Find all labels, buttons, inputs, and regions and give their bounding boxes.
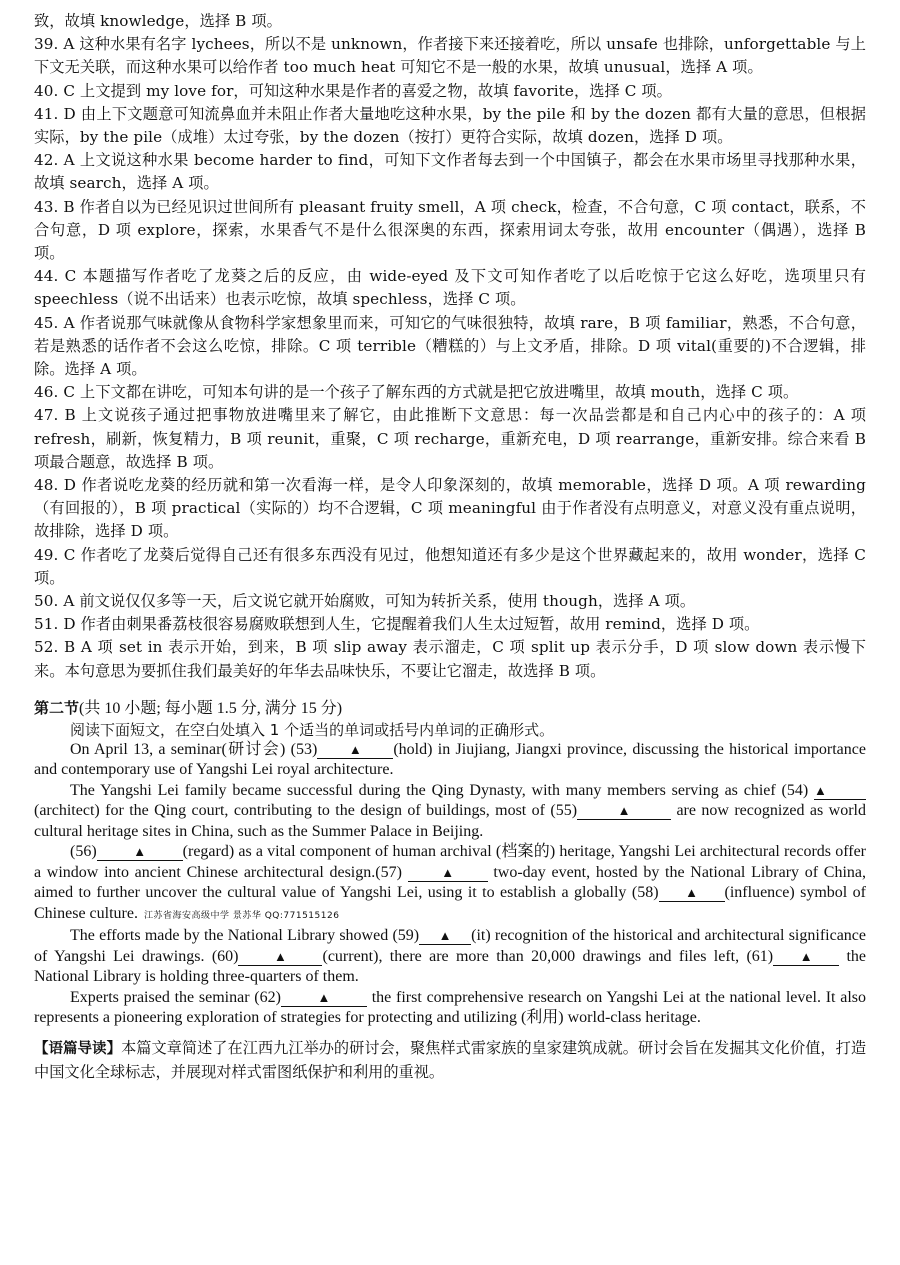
blank-55[interactable]: ▲ xyxy=(577,803,671,820)
answer-item: 43. B 作者自以为已经见识过世间所有 pleasant fruity smell，A 项 check，检查，不合句意，C 项 contact，联系，不合句意，D 项 explore，探索，水果香气不是什么很深奥的东西，探索用词太夸张，故用 encounter（偶遇），选择 B 项。 xyxy=(34,197,866,263)
passage-paragraph-2 xyxy=(34,781,866,843)
passage-text: two-day event, hosted by the National Library of China, aimed to further uncover the cultural value of Yangshi Lei, using it to establish a globally (58) xyxy=(34,863,867,902)
answer-item: 50. A 前文说仅仅多等一天，后文说它就开始腐败，可知为转折关系，使用 though，选择 A 项。 xyxy=(34,592,696,611)
blank-60[interactable]: ▲ xyxy=(238,949,322,966)
section-instruction: 阅读下面短文，在空白处填入 1 个适当的单词或括号内单词的正确形式。 xyxy=(70,720,555,739)
guide-label: 【语篇导读】 xyxy=(34,1040,122,1057)
answer-item: 致，故填 knowledge，选择 B 项。 xyxy=(34,12,282,30)
answer-explanations xyxy=(34,10,866,683)
answer-item: 41. D 由上下文题意可知流鼻血并未阻止作者大量地吃这种水果，by the pile 和 by the dozen 都有大量的意思，但根据实际，by the pile（成堆）太过夸张，by the dozen（按打）更符合实际，故填 dozen，选择 D 项。 xyxy=(34,104,866,147)
section-meta: (共 10 小题; 每小题 1.5 分, 满分 15 分) xyxy=(79,699,343,717)
passage-text: (influence) symbol of Chinese culture. xyxy=(34,884,866,922)
blank-59[interactable]: ▲ xyxy=(419,928,471,945)
answer-item: 52. B A 项 set in 表示开始，到来，B 项 slip away 表示溜走，C 项 split up 表示分手，D 项 slow down 表示慢下来。本句意思为要抓住我们最美好的年华去品味快乐，不要让它溜走，故选择 B 项。 xyxy=(34,638,866,680)
passage-text: (it) recognition of the historical and architectural significance of Yangshi Lei drawings. (60) xyxy=(34,927,866,965)
answer-item: 44. C 本题描写作者吃了龙葵之后的反应，由 wide-eyed 及下文可知作者吃了以后吃惊于它这么好吃，选项里只有 speechless（说不出话来）也表示吃惊，故填 spechless，选择 C 项。 xyxy=(34,267,866,309)
blank-57[interactable]: ▲ xyxy=(408,865,488,882)
answer-item: 39. A 这种水果有名字 lychees，所以不是 unknown，作者接下来还接着吃，所以 unsafe 也排除，unforgettable 与上下文无关联，而这种水果可以给作者 too much heat 可知它不是一般的水果，故填 unusual，选择 A 项。 xyxy=(34,35,866,77)
answer-item: 40. C 上文提到 my love for，可知这种水果是作者的喜爱之物，故填 favorite，选择 C 项。 xyxy=(34,81,672,100)
passage-text: (56) xyxy=(70,843,97,861)
passage-text: the first comprehensive research on Yangshi Lei at the national level. It also represents a pioneering exploration of strategies for protecting and utilizing (利用) world-class heritage. xyxy=(34,988,867,1027)
blank-58[interactable]: ▲ xyxy=(659,885,725,902)
answer-item: 49. C 作者吃了龙葵后觉得自己还有很多东西没有见过，他想知道还有多少是这个世界藏起来的，故用 wonder，选择 C 项。 xyxy=(34,545,866,587)
answer-item: 46. C 上下文都在讲吃，可知本句讲的是一个孩子了解东西的方式就是把它放进嘴里，故填 mouth，选择 C 项。 xyxy=(34,383,799,402)
passage-text: On April 13, a seminar(研讨会) (53) xyxy=(70,740,318,758)
blank-61[interactable]: ▲ xyxy=(773,949,839,966)
answer-item: 45. A 作者说那气味就像从食物科学家想象里而来，可知它的气味很独特，故填 rare，B 项 familiar，熟悉，不合句意，若是熟悉的话作者不会这么吃惊，排除。C 项 terrible（糟糕的）与上文矛盾，排除。D 项 vital(重要的)不合逻辑，排除。选择 A 项。 xyxy=(34,313,866,379)
passage-paragraph-1 xyxy=(34,740,866,781)
blank-54[interactable]: ▲ xyxy=(814,783,866,800)
section-title: 第二节 xyxy=(34,698,80,717)
passage-text: The Yangshi Lei family became successful during the Qing Dynasty, with many members serving as chief (54) xyxy=(70,781,809,799)
answer-item: 47. B 上文说孩子通过把事物放进嘴里来了解它，由此推断下文意思：每一次品尝都是和自己内心中的孩子的：A 项 refresh，刷新，恢复精力，B 项 reunit，重聚，C 项 recharge，重新充电，D 项 rearrange，重新安排。综合来看 B 项最合题意，故选择 B 项。 xyxy=(34,406,866,471)
passage-text: The efforts made by the National Library showed (59) xyxy=(70,927,420,945)
passage-text: (hold) in Jiujiang, Jiangxi province, discussing the historical importance and contemporary use of Yangshi Lei royal architecture. xyxy=(34,740,866,779)
passage-paragraph-4 xyxy=(34,926,866,988)
passage-text: (current), there are more than 20,000 drawings and files left, (61) xyxy=(322,947,774,965)
passage-guide xyxy=(34,1037,866,1085)
section-two xyxy=(34,697,866,1085)
passage-text: Experts praised the seminar (62) xyxy=(70,988,281,1006)
watermark-text: 江苏省海安高级中学 景苏华 QQ:771515126 xyxy=(143,910,340,921)
passage-text: (regard) as a vital component of human archival (档案的) heritage, Yangshi Lei architectural records offer a window into ancient Chinese architectural design.(57) xyxy=(34,843,866,881)
answer-item: 42. A 上文说这种水果 become harder to find，可知下文作者每去到一个中国镇子，都会在水果市场里寻找那种水果，故填 search，选择 A 项。 xyxy=(34,151,866,193)
passage-paragraph-5 xyxy=(34,988,866,1029)
guide-text: 本篇文章简述了在江西九江举办的研讨会，聚焦样式雷家族的皇家建筑成就。研讨会旨在发掘其文化价值，打造中国文化全球标志，并展现对样式雷图纸保护和利用的重视。 xyxy=(34,1038,867,1082)
passage-text: are now recognized as world cultural heritage sites in China, such as the Summer Palace in Beijing. xyxy=(34,802,866,840)
passage-text: the National Library is holding three-quarters of them. xyxy=(34,947,867,986)
answer-item: 51. D 作者由刺果番荔枝很容易腐败联想到人生，它提醒着我们人生太过短暂，故用 remind，选择 D 项。 xyxy=(34,615,760,634)
passage-paragraph-3 xyxy=(34,842,866,926)
blank-56[interactable]: ▲ xyxy=(97,844,183,861)
section-heading xyxy=(34,697,866,720)
passage-text: (architect) for the Qing court, contributing to the design of buildings, most of (55) xyxy=(34,802,578,820)
blank-53[interactable]: ▲ xyxy=(317,742,393,759)
answer-item: 48. D 作者说吃龙葵的经历就和第一次看海一样，是令人印象深刻的，故填 memorable，选择 D 项。A 项 rewarding（有回报的），B 项 practical（实际的）均不合逻辑，C 项 meaningful 由于作者没有点明意义，对意义没有重点说明，故排除，选择 D 项。 xyxy=(34,476,866,541)
blank-62[interactable]: ▲ xyxy=(281,990,367,1007)
